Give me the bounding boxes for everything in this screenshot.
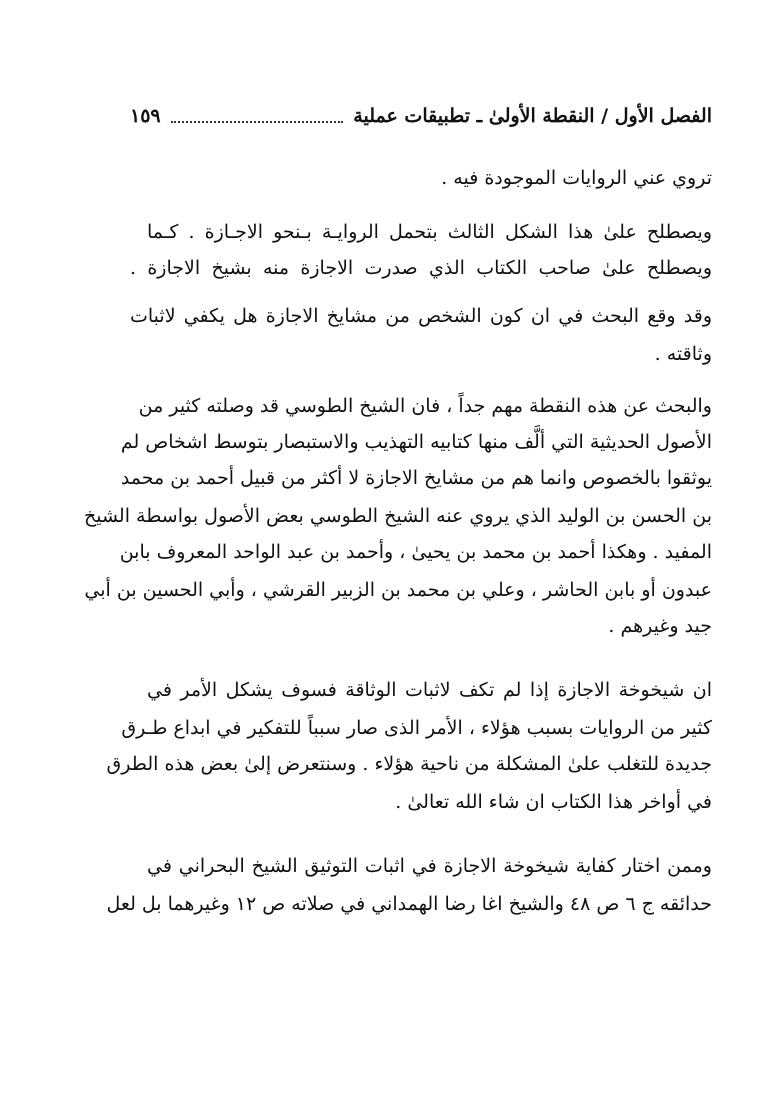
text-line: عبدون أو بابن الحاشر ، وعلي بن محمد بن الزبير القرشي ، وأبي الحسين بن أبي (84, 579, 712, 601)
text-line: في أواخر هذا الكتاب ان شاء الله تعالىٰ . (395, 791, 712, 813)
text-line: ان شيخوخة الاجازة إذا لم تكف لاثبات الوثاقة فسوف يشكل الأمر في (147, 679, 712, 701)
text-line: جيد وغيرهم . (608, 615, 712, 637)
text-line: وثاقته . (654, 343, 712, 365)
text-line: ويصطلح علىٰ هذا الشكل الثالث بتحمل الروايـة بـنحو الاجـازة . كـما (147, 221, 712, 243)
text-line: ويصطلح علىٰ صاحب الكتاب الذي صدرت الاجازة منه بشيخ الاجازة . (130, 257, 712, 279)
text-line: المفيد . وهكذا أحمد بن محمد بن يحيىٰ ، وأحمد بن عبد الواحد المعروف بابن (119, 541, 712, 563)
text-line: وقد وقع البحث في ان كون الشخص من مشايخ الاجازة هل يكفي لاثبات (130, 305, 712, 327)
header-title: الفصل الأول / النقطة الأولىٰ ـ تطبيقات عملية (353, 105, 712, 127)
text-line: جديدة للتغلب علىٰ المشكلة من ناحية هؤلاء . وسنتعرض إلىٰ بعض هذه الطرق (106, 753, 712, 775)
text-line: الأصول الحديثية التي ألَّف منها كتابيه التهذيب والاستبصار بتوسط اشخاص لم (120, 431, 712, 453)
text-line: حدائقه ج ٦ ص ٤٨ والشيخ اغا رضا الهمداني في صلاته ص ١٢ وغيرهما بل لعل (106, 893, 712, 915)
page-number: ١٥٩ (130, 105, 161, 127)
text-line: والبحث عن هذه النقطة مهم جداً ، فان الشيخ الطوسي قد وصلته كثير من (138, 395, 712, 417)
text-line: كثير من الروايات بسبب هؤلاء ، الأمر الذى صار سبباً للتفكير في ابداع طـرق (121, 717, 712, 739)
text-line: يوثقوا بالخصوص وانما هم من مشايخ الاجازة لا أكثر من قبيل أحمد بن محمد (120, 467, 712, 489)
text-line: تروي عني الروايات الموجودة فيه . (441, 167, 712, 189)
running-header (130, 96, 712, 136)
header-dot-leader (171, 121, 344, 123)
text-line: وممن اختار كفاية شيخوخة الاجازة في اثبات التوثيق الشيخ البحراني في (147, 855, 712, 877)
text-line: بن الحسن بن الوليد الذي يروي عنه الشيخ الطوسي بعض الأصول بواسطة الشيخ (83, 505, 712, 527)
